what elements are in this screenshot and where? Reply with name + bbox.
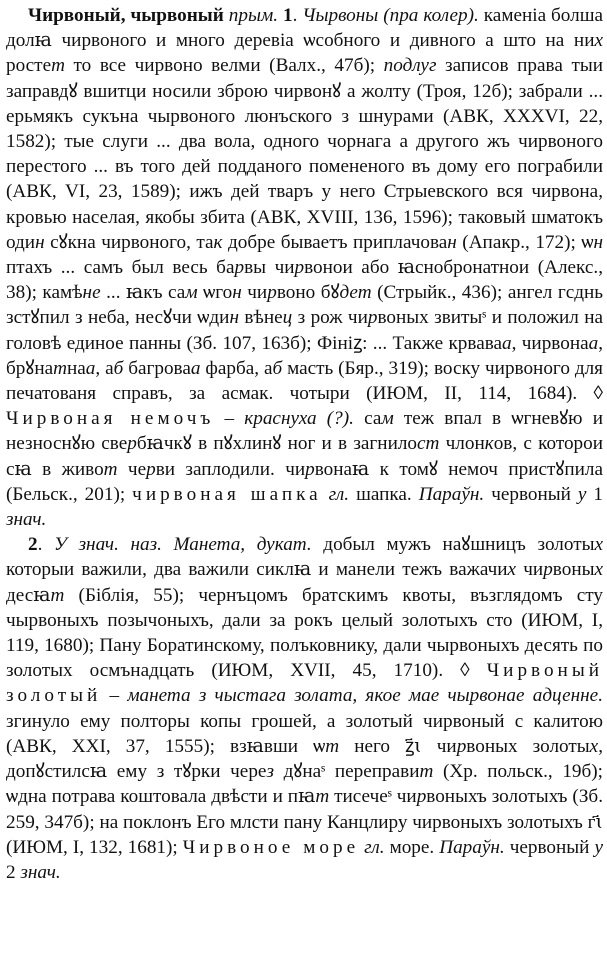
p1-run: м: [381, 408, 394, 430]
p1-run: знач.: [6, 509, 47, 531]
p2-run: Чирвоный золотый: [6, 660, 603, 707]
p2-run: р: [416, 786, 427, 808]
p1-run: р: [146, 458, 156, 480]
p1-run: ов, с которои сꙗ в живо: [6, 433, 604, 480]
p1-run: вѣне: [238, 307, 283, 329]
p1-run: прым.: [228, 5, 279, 26]
p1-run: а: [502, 332, 512, 354]
p1-run: подлуг: [383, 55, 437, 77]
p2-run: у: [594, 836, 603, 858]
p1-run: ст: [417, 433, 440, 455]
p2-run: воных золоты: [466, 735, 590, 757]
p1-run: червоный: [484, 483, 578, 505]
p1-run: б: [272, 357, 283, 379]
p1-run: чи: [241, 282, 268, 304]
p1-run: 1: [282, 5, 293, 26]
entry-sense-1-paragraph: [6, 3, 603, 532]
p1-run: записов права тыи заправдꙋ вшитци носили зброю чирвонꙋ а жолту (Троя, 12б); забрали ... ерьмякъ сукъна чырвоного люнъского з шнурами (АВК, XXXVI, 22, 1582); тые слуги ... два вола, одного чорнага а другого жъ чирвоного перестого ... въ того дей подданого помененого въ дому его пограбили (АВК, VI, 23, 1589); ижъ дей тваръ у него Стрыевского вся чирвона, кровью населая, якобы збита (АВК, XVIII, 136, 1596); таковый шматокъ оди: [6, 55, 604, 253]
p2-run: .: [37, 534, 55, 556]
p2-run: згинуло ему полторы копы грошей, а золотый чирвоный с калитою (АВК, XXI, 37, 1555); взꙗвши ѡ: [6, 710, 603, 757]
p1-run: р: [305, 458, 315, 480]
p1-run: каменіа болша долꙗ чирвоного и много деревіа ѡсобного и дивного а што на ни: [6, 5, 604, 52]
p2-run: манета з чыстага золата, якое мае чырвонае адценне.: [127, 685, 603, 707]
p1-run: н: [593, 231, 603, 253]
p1-run: к: [213, 231, 223, 253]
p1-run: р: [127, 433, 137, 455]
p2-run: р: [543, 559, 553, 581]
p2-run: х: [594, 559, 604, 581]
p1-run: Чирвоная немочъ: [6, 408, 215, 430]
p1-run: шапка.: [349, 483, 419, 505]
p1-run: на: [67, 357, 86, 379]
p1-run: воно бꙋ: [276, 282, 340, 304]
p1-run: м: [185, 282, 198, 304]
p2-run: т: [50, 584, 65, 606]
p2-run: червоный: [504, 836, 595, 858]
p1-run: у: [577, 483, 587, 505]
p1-run: ц: [282, 307, 293, 329]
p2-run: У знач. наз. Манета, дукат.: [54, 534, 312, 556]
p1-run: вы чи: [244, 257, 295, 279]
p1-run: сꙋкна чирвоного, та: [44, 231, 214, 253]
p1-run: , чирвона: [511, 332, 589, 354]
p1-run: (Апакр., 172); ѡ: [456, 231, 594, 253]
p1-run: добре бываетъ приплачова: [222, 231, 448, 253]
p1-run: Параўн.: [418, 483, 485, 505]
p2-run: х: [594, 534, 604, 556]
p2-run: р: [456, 735, 467, 757]
p1-run: т: [103, 458, 118, 480]
p2-run: знач.: [20, 861, 61, 883]
p2-run: воны: [552, 559, 595, 581]
p1-run: (Стрыйк., 436); ангел гсднь зстꙋпил з неба, несꙋчи ѡди: [6, 282, 604, 329]
p1-run: бꙗчкꙋ в пꙋхлинꙋ ног и в загнило: [136, 433, 418, 455]
p1-run: вонои або ꙗснобронатнои (Алекс., 38); камѣ: [6, 257, 603, 304]
p1-run: р: [367, 307, 378, 329]
p1-run: теж впал в ѡгневꙋю и незноснꙋю све: [6, 408, 603, 455]
p1-run: то все чирвоно велми (Валх., 47б);: [64, 55, 384, 77]
p1-run: р: [294, 257, 305, 279]
p1-run: Чирвоный, чырвоный: [28, 5, 224, 26]
p1-run: , а: [95, 357, 114, 379]
p1-run: р: [234, 257, 245, 279]
p1-run: Чырвоны (пра колер).: [302, 5, 479, 26]
p1-run: краснуха (?).: [244, 408, 354, 430]
p1-run: з рож чи: [292, 307, 368, 329]
p1-run: чирвоная шапка: [132, 483, 322, 505]
p1-run: не: [82, 282, 101, 304]
p1-run: че: [117, 458, 147, 480]
p1-run: а: [588, 332, 599, 354]
p2-run: , допꙋстилсꙗ ему з тꙋрки чере: [6, 735, 603, 783]
p1-run: масть (Бяр., 319); воску чирвоного для печатованя справъ, за асмак. чотыри (ИЮМ, II, 114, 1684). ◊: [6, 357, 603, 405]
p2-run: 2: [28, 534, 38, 556]
p1-run: а: [190, 357, 201, 379]
p2-run: т: [419, 761, 434, 783]
p2-run: т: [325, 735, 340, 757]
p2-run: воныхъ золотыхъ (Зб. 259, 347б); на поклонъ Его млсти пану Канцлиру чирвоныхъ золотыхъ г҃ꙇ (ИЮМ, I, 132, 1681);: [6, 786, 603, 858]
p1-run: багрова: [123, 357, 191, 379]
p1-run: т: [51, 55, 65, 77]
p2-run: Параўн.: [439, 836, 505, 858]
p1-run: [322, 484, 329, 505]
p1-run: ... ꙗкъ са: [100, 282, 186, 304]
p2-run: тисечеˢ чи: [329, 786, 417, 808]
p2-run: него ꙁ҃ꙇ чи: [339, 735, 457, 757]
p1-run: вонаꙗ к томꙋ немоч пристꙋпила (Бельск., 201);: [6, 458, 603, 505]
p1-run: , брꙋна: [6, 332, 603, 379]
p2-run: т: [315, 786, 330, 808]
p1-run: х: [594, 30, 603, 52]
p1-run: дет: [339, 282, 372, 304]
p2-run: дꙋнаˢ переправи: [273, 761, 420, 783]
p1-run: воных звитыˢ и положил на головѣ единое панны (Зб. 107, 163б); Фініꙁ: ... Также крвава: [6, 307, 603, 354]
p1-run: са: [353, 408, 382, 430]
p1-run: н: [229, 307, 239, 329]
p1-run: –: [214, 408, 245, 430]
p1-run: н: [232, 282, 242, 304]
p1-run: ви заплодили. чи: [155, 458, 306, 480]
p1-run: б: [113, 357, 124, 379]
p1-run: н: [35, 231, 45, 253]
p2-run: (Біблія, 55); чернъцомъ братскимъ квоты, възглядомъ сту чырвоныхъ позычоныхъ, дали за рокъ целый золотыхъ сто (ИЮМ, I, 119, 1680); Пану Боратинскому, полъковнику, дали чырвоныхъ десять по золотых осмънадцать (ИЮМ, XVII, 45, 1710). ◊: [6, 584, 603, 682]
p2-run: 2: [6, 861, 21, 883]
p2-run: добыл мужъ наꙋшницъ золоты: [311, 534, 595, 556]
p1-run: гл.: [328, 483, 350, 505]
p1-run: ѡго: [197, 282, 233, 304]
p2-run: х: [507, 559, 517, 581]
p2-run: море.: [384, 836, 440, 858]
p2-run: х: [589, 735, 599, 757]
p2-run: гл.: [364, 836, 385, 858]
p1-run: т: [53, 357, 67, 379]
p2-run: которыи важили, два важили сиклꙗ и манели тежъ важачи: [6, 559, 508, 581]
entry-sense-2-paragraph: [6, 532, 603, 885]
p1-run: члон: [439, 433, 485, 455]
p1-run: .: [292, 5, 303, 26]
p1-run: птахъ ... самъ был весь ба: [6, 257, 235, 279]
p2-run: –: [101, 685, 128, 707]
p2-run: Чирвоное море: [182, 836, 360, 858]
p1-run: р: [267, 282, 277, 304]
p1-run: а: [85, 357, 96, 379]
p1-run: н: [447, 231, 457, 253]
p1-run: 1: [586, 483, 604, 505]
p2-run: з: [266, 761, 274, 783]
p1-run: к: [484, 433, 494, 455]
p1-run: фарба, а: [200, 357, 273, 379]
p2-run: (Хр. польск., 19б); ѡдна потрава коштовала двѣсти и пꙗ: [6, 761, 603, 808]
p1-run: росте: [6, 55, 52, 77]
p2-run: чи: [516, 559, 544, 581]
p2-run: десꙗ: [6, 584, 51, 606]
